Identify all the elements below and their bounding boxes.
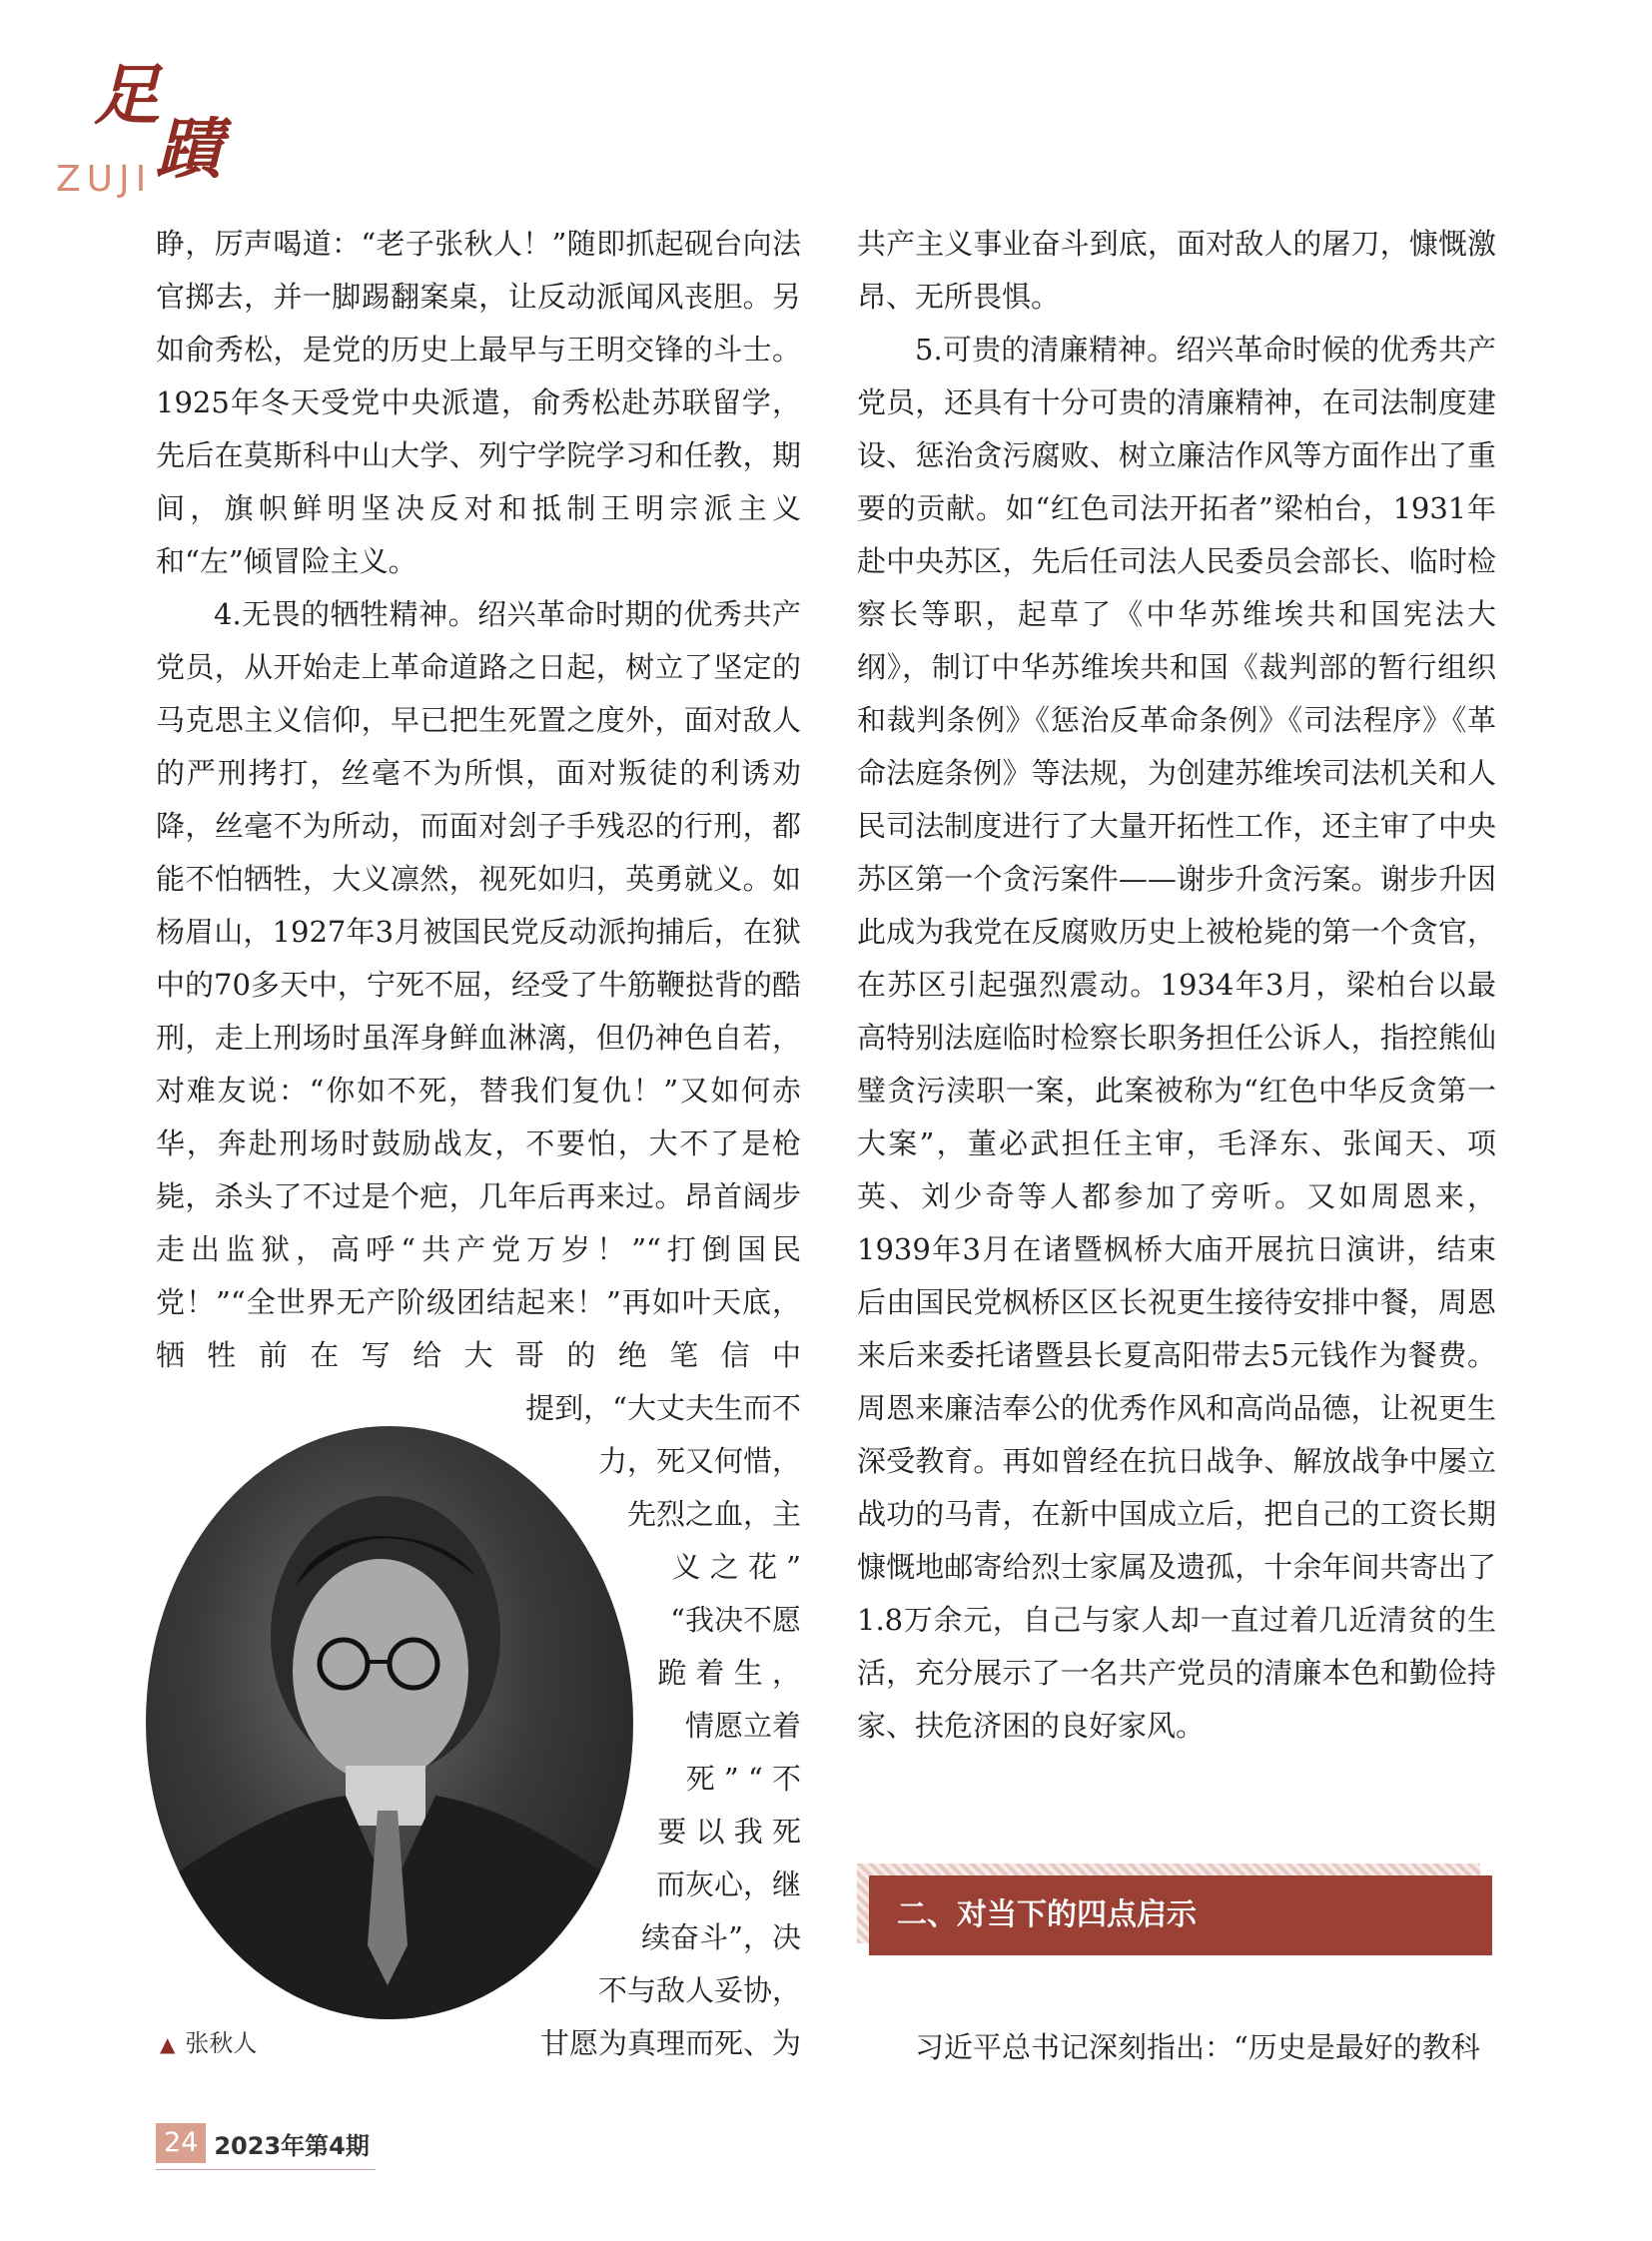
right-paragraph-2 <box>857 324 1496 1753</box>
wrap-line: 情愿立着 <box>684 1709 801 1743</box>
section-5-body: 绍兴革命时候的优秀共产党员，还具有十分可贵的清廉精神，在司法制度建设、惩治贪污腐败、树立廉洁作风等方面作出了重要的贡献。如“红色司法开拓者”梁柏台，1931年赴中央苏区，先后任司法人民委员会部长、临时检察长等职，起草了《中华苏维埃共和国宪法大纲》，制订中华苏维埃共和国《裁判部的暂行组织和裁判条例》《惩治反革命条例》《司法程序》《革命法庭条例》等法规，为创建苏维埃司法机关和人民司法制度进行了大量开拓性工作，还主审了中央苏区第一个贪污案件——谢步升贪污案。谢步升因此成为我党在反腐败历史上被枪毙的第一个贪官，在苏区引起强烈震动。1934年3月，梁柏台以最高特别法庭临时检察长职务担任公诉人，指控熊仙璧贪污渎职一案，此案被称为“红色中华反贪第一大案”，董必武担任主审，毛泽东、张闻天、项英、刘少奇等人都参加了旁听。又如周恩来，1939年3月在诸暨枫桥大庙开展抗日演讲，结束后由国民党枫桥区区长祝更生接待安排中餐，周恩来后来委托诸暨县长夏高阳带去5元钱作为餐费。周恩来廉洁奉公的优秀作风和高尚品德，让祝更生深受教育。再如曾经在抗日战争、解放战争中屡立战功的马青，在新中国成立后，把自己的工资长期慷慨地邮寄给烈士家属及遗孤，十余年间共寄出了1.8万余元，自己与家人却一直过着几近清贫的生活，充分展示了一名共产党员的清廉本色和勤俭持家、扶危济困的良好家风。 <box>857 333 1496 1743</box>
section-4-body: 绍兴革命时期的优秀共产党员，从开始走上革命道路之日起，树立了坚定的马克思主义信仰，早已把生死置之度外，面对敌人的严刑拷打，丝毫不为所惧，面对叛徒的利诱劝降，丝毫不为所动，而面对刽子手残忍的行刑，都能不怕牺牲，大义凛然，视死如归，英勇就义。如杨眉山，1927年3月被国民党反动派拘捕后，在狱中的70多天中，宁死不屈，经受了牛筋鞭挞背的酷刑，走上刑场时虽浑身鲜血淋漓，但仍神色自若，对难友说：“你如不死，替我们复仇！”又如何赤华，奔赴刑场时鼓励战友，不要怕，大不了是枪毙，杀头了不过是个疤，几年后再来过。昂首阔步走出监狱，高呼“共产党万岁！”“打倒国民党！”“全世界无产阶级团结起来！”再如叶天底，牺牲前在写给大哥的绝笔信中 <box>156 597 801 1372</box>
right-paragraph-1: 共产主义事业奋斗到底，面对敌人的屠刀，慷慨激昂、无所畏惧。 <box>857 227 1496 314</box>
caption-text: 张秋人 <box>185 2029 258 2057</box>
magazine-logo <box>56 56 256 202</box>
logo-character-ji: 蹟 <box>156 110 222 188</box>
logo-pinyin: ZUJI <box>56 159 153 200</box>
right-final-line: 习近平总书记深刻指出：“历史是最好的教科 <box>915 2030 1480 2064</box>
page-number: 24 <box>156 2123 206 2163</box>
left-column <box>156 218 801 1382</box>
right-column <box>857 218 1496 1753</box>
wrap-line: 而灰心，继 <box>655 1868 801 1901</box>
wrap-line: 跪 着 生 ， <box>657 1656 801 1690</box>
left-paragraph-1: 睁，厉声喝道：“老子张秋人！”随即抓起砚台向法官掷去，并一脚踢翻案桌，让反动派闻风丧胆。另如俞秀松，是党的历史上最早与王明交锋的斗士。1925年冬天受党中央派遣，俞秀松赴苏联留学，先后在莫斯科中山大学、列宁学院学习和任教，期间，旗帜鲜明坚决反对和抵制王明宗派主义和“左”倾冒险主义。 <box>156 227 801 578</box>
wrap-line: 要 以 我 死 <box>657 1815 801 1849</box>
logo-character-zu: 足 <box>94 56 160 134</box>
footer-rule <box>156 2169 376 2170</box>
wrap-line: 义 之 花 ” <box>671 1550 801 1584</box>
wrap-line: “我决不愿 <box>670 1603 801 1637</box>
section-4-heading: 4.无畏的牺牲精神。 <box>214 597 478 631</box>
page-footer <box>156 2123 370 2163</box>
portrait-photo <box>146 1426 633 2019</box>
section-5-heading: 5.可贵的清廉精神。 <box>915 333 1177 367</box>
wrap-line: 续奋斗”，决 <box>641 1920 801 1954</box>
photo-caption <box>160 2023 257 2058</box>
section-heading-banner: 二、对当下的四点启示 <box>869 1875 1492 1955</box>
wrap-line: 提到，“大丈夫生而不 <box>525 1391 801 1425</box>
issue-label: 2023年第4期 <box>214 2131 370 2160</box>
left-paragraph-2 <box>156 588 801 1382</box>
wrap-line: 不与敌人妥协， <box>597 1973 801 2007</box>
triangle-marker-icon: ▲ <box>160 2032 176 2056</box>
wrap-line: 力，死又何惜， <box>597 1444 801 1478</box>
portrait-illustration <box>146 1426 633 2019</box>
wrap-line: 死 ” “ 不 <box>685 1762 801 1796</box>
wrap-line: 先烈之血，主 <box>626 1497 801 1531</box>
wrap-line: 甘愿为真理而死、为 <box>539 2026 801 2060</box>
